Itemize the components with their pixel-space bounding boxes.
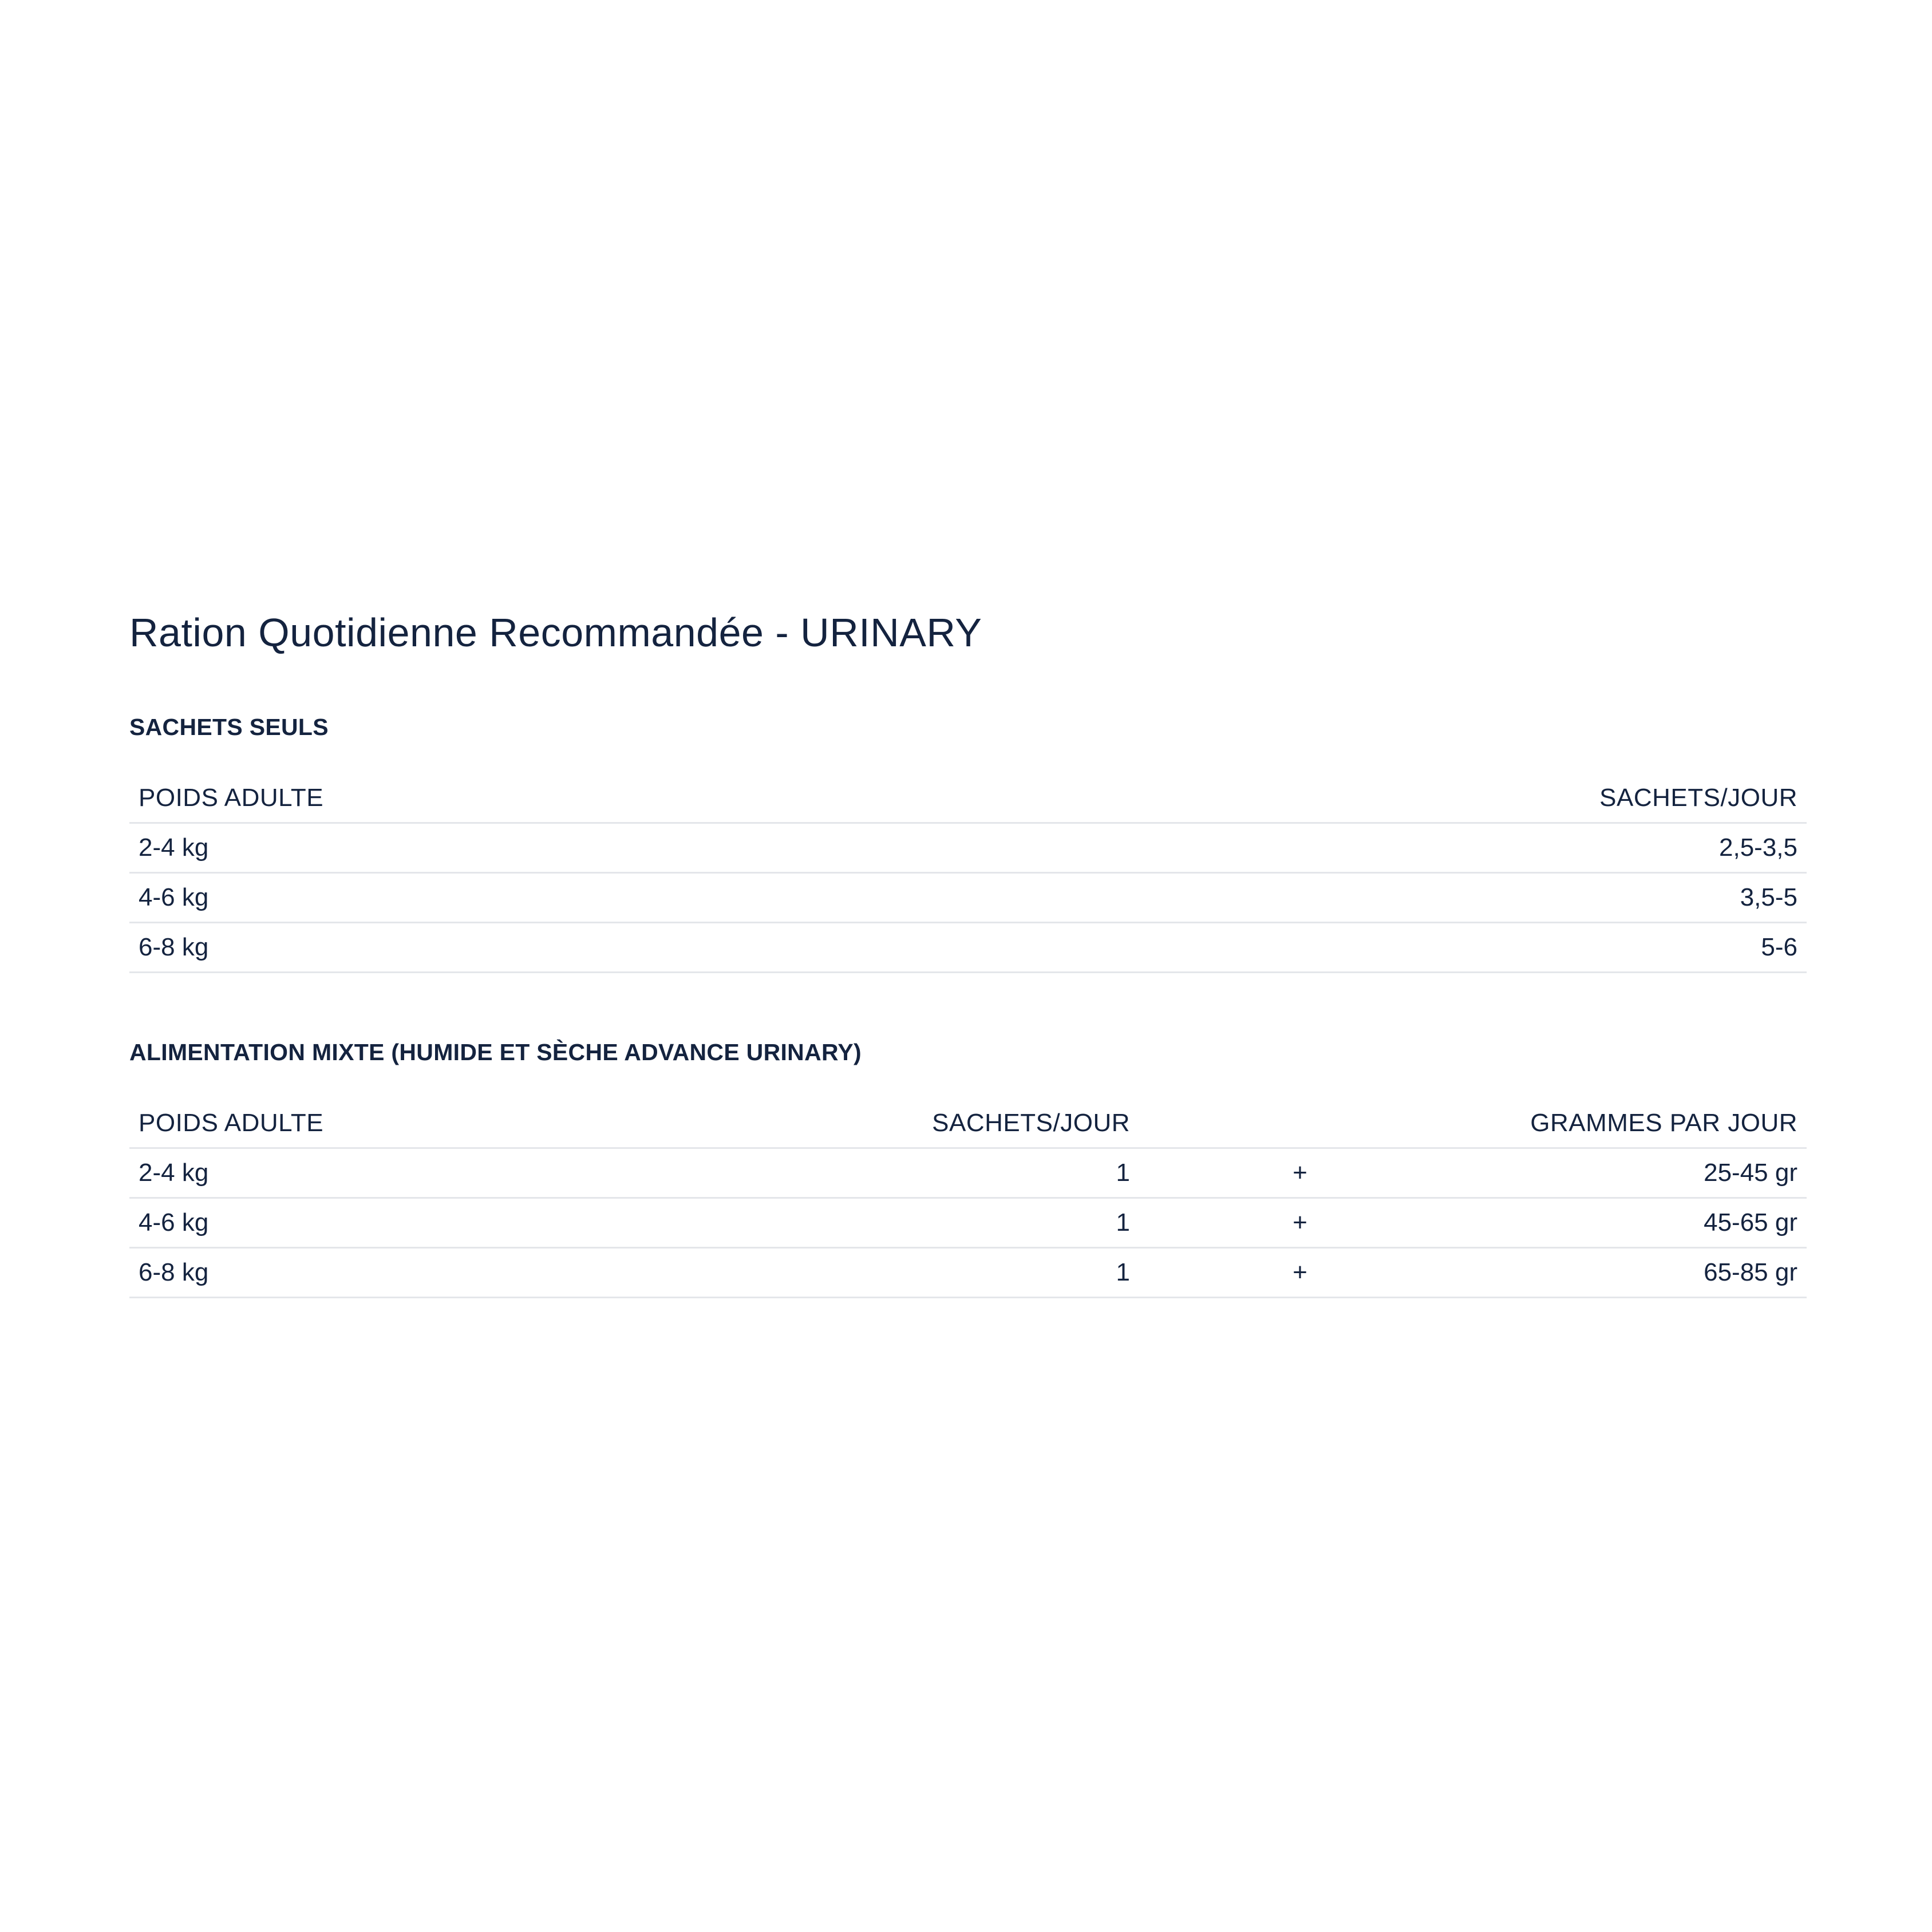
sachets-cell: 1: [909, 1198, 1139, 1248]
page-title: Ration Quotidienne Recommandée - URINARY: [129, 610, 982, 655]
weight-cell: 4-6 kg: [129, 1198, 909, 1248]
grams-cell: 65-85 gr: [1461, 1248, 1807, 1298]
sachets-seuls-table: [129, 774, 1807, 973]
sachets-cell: 2,5-3,5: [942, 823, 1807, 873]
grams-cell: 45-65 gr: [1461, 1198, 1807, 1248]
table-row: [129, 1248, 1807, 1298]
weight-cell: 6-8 kg: [129, 923, 942, 973]
sachets-cell: 5-6: [942, 923, 1807, 973]
weight-cell: 2-4 kg: [129, 1148, 909, 1198]
alimentation-mixte-table: [129, 1099, 1807, 1298]
column-header-plus: [1139, 1099, 1461, 1148]
column-header-weight: POIDS ADULTE: [129, 1099, 909, 1148]
table-row: [129, 823, 1807, 873]
sachets-cell: 1: [909, 1148, 1139, 1198]
sachets-cell: 1: [909, 1248, 1139, 1298]
column-header-sachets: SACHETS/JOUR: [942, 774, 1807, 823]
section-title-sachets-seuls: SACHETS SEULS: [129, 714, 329, 740]
grams-cell: 25-45 gr: [1461, 1148, 1807, 1198]
table-row: [129, 923, 1807, 973]
plus-cell: +: [1139, 1198, 1461, 1248]
section-title-alimentation-mixte: ALIMENTATION MIXTE (HUMIDE ET SÈCHE ADVANCE URINARY): [129, 1039, 862, 1065]
feeding-guide: [129, 607, 1807, 1298]
column-header-grams: GRAMMES PAR JOUR: [1461, 1099, 1807, 1148]
plus-cell: +: [1139, 1148, 1461, 1198]
column-header-weight: POIDS ADULTE: [129, 774, 942, 823]
plus-cell: +: [1139, 1248, 1461, 1298]
weight-cell: 4-6 kg: [129, 873, 942, 923]
table-header-row: [129, 774, 1807, 823]
weight-cell: 6-8 kg: [129, 1248, 909, 1298]
sachets-cell: 3,5-5: [942, 873, 1807, 923]
table-row: [129, 1148, 1807, 1198]
weight-cell: 2-4 kg: [129, 823, 942, 873]
table-row: [129, 873, 1807, 923]
column-header-sachets: SACHETS/JOUR: [909, 1099, 1139, 1148]
table-row: [129, 1198, 1807, 1248]
table-header-row: [129, 1099, 1807, 1148]
